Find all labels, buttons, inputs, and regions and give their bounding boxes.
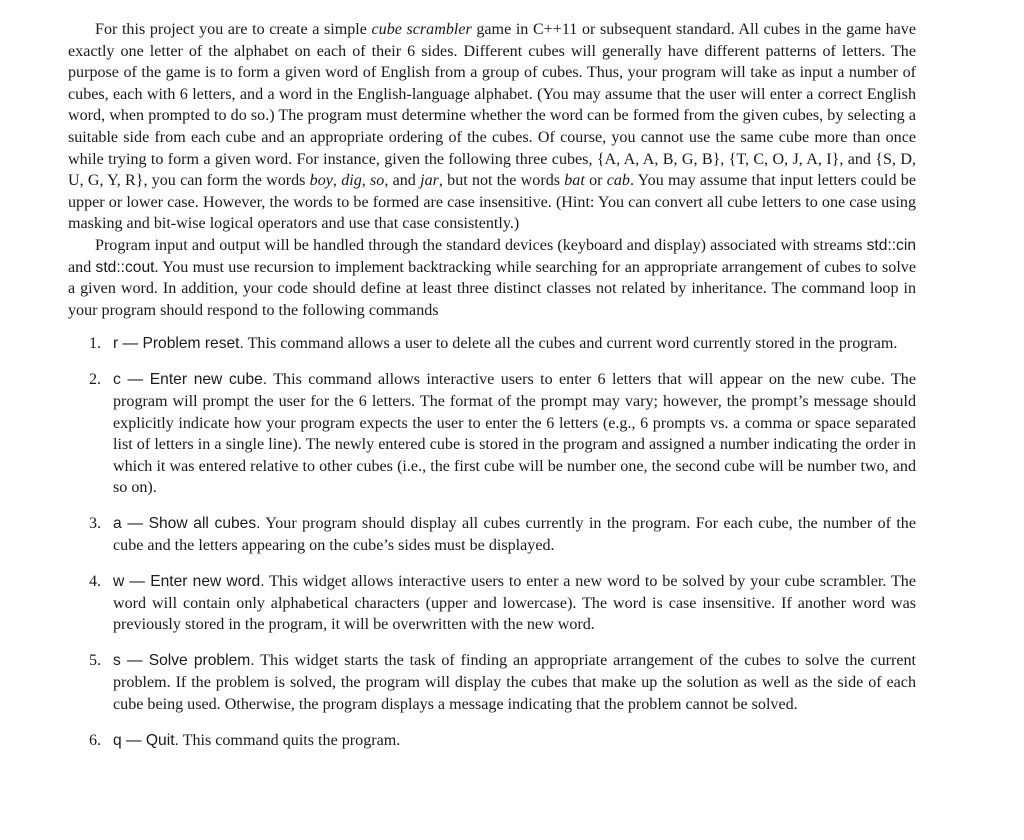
command-description: This widget allows interactive users to enter a new word to be solved by your cube scrambler. The word will contain only alphabetical characters (upper and lowercase). The word is case insensitive. If another word was previously stored in the program, it will be overwritten with the new word.: [113, 573, 916, 634]
item-number: 6.: [89, 731, 102, 749]
emphasis-term: cube scrambler: [371, 21, 472, 38]
example-word: bat: [564, 172, 585, 190]
command-item: [68, 730, 916, 752]
command-description: This widget starts the task of finding an appropriate arrangement of the cubes to solve the current problem. If the problem is solved, the program will display the cubes that make up the solution as well as the side of each cube being used. Otherwise, the program displays a message indicating that the problem cannot be solved.: [113, 652, 916, 713]
example-word: boy: [309, 172, 333, 190]
code-term: std::cin: [866, 236, 916, 254]
command-description: This command allows interactive users to enter 6 letters that will appear on the new cube. The program will prompt the user for the 6 letters. The format of the prompt may vary; however, the prompt’s message should explicitly indicate how your program expects the user to enter the 6 letters (e.g., 6 prompts vs. a comma or space separated list of letters in a single line). The newly entered cube is stored in the program and assigned a number indicating the order in which it was entered relative to other cubes (i.e., the first cube will be number one, the second cube will be number two, and so on).: [113, 371, 917, 497]
command-description: Your program should display all cubes currently in the program. For each cube, the number of the cube and the letters appearing on the cube’s sides must be displayed.: [113, 515, 916, 555]
command-description: This command allows a user to delete all the cubes and current word currently stored in the program.: [243, 335, 898, 353]
command-item: [68, 333, 916, 355]
code-term: std::cout: [95, 258, 155, 276]
example-word: cab: [606, 172, 630, 190]
io-paragraph: Program input and output will be handled through the standard devices (keyboard and display) associated with streams std::cin and std::cout. You must use recursion to implement backtracking while searching for an appropriate arrangement of cubes to solve a given word. In addition, your code should define at least three distinct classes not related by inheritance. The command loop in your program should respond to the following commands: [68, 236, 916, 319]
command-key: q — Quit.: [113, 731, 179, 749]
command-key: c — Enter new cube.: [113, 371, 268, 389]
example-word: so: [370, 172, 385, 190]
item-number: 1.: [89, 335, 102, 353]
command-list: [68, 333, 916, 751]
command-item: [68, 650, 916, 715]
intro-paragraph: For this project you are to create a simple cube scrambler game in C++11 or subsequent standard. All cubes in the game have exactly one letter of the alphabet on each of their 6 sides. Different cubes will generally have different patterns of letters. The purpose of the game is to form a given word of English from a group of cubes. Thus, your program will take as input a number of cubes, each with 6 letters, and a word in the English-language alphabet. (You may assume that the user will enter a correct English word, when prompted to do so.) The program must determine whether the word can be formed from the given cubes, by selecting a suitable side from each cube and an appropriate ordering of the cubes. Of course, you cannot use the same cube more than once while trying to form a given word. For instance, given the following three cubes, {A, A, A, B, G, B}, {T, C, O, J, A, I}, and {S, D, U, G, Y, R}, you can form the words boy, dig, so, and jar, but not the words bat or cab. You may assume that input letters could be upper or lower case. However, the words to be formed are case insensitive. (Hint: You can convert all cube letters to one case using masking and bit-wise logical operators and use that case consistently.): [68, 21, 916, 233]
item-number: 4.: [89, 573, 102, 591]
item-number: 2.: [89, 371, 102, 389]
command-item: [68, 369, 916, 499]
command-key: r — Problem reset.: [113, 335, 244, 353]
command-key: w — Enter new word.: [113, 573, 265, 591]
command-item: [68, 513, 916, 556]
command-key: a — Show all cubes.: [113, 515, 261, 533]
command-key: s — Solve problem.: [113, 652, 255, 670]
item-number: 5.: [89, 652, 102, 670]
example-word: dig: [341, 172, 362, 190]
command-item: [68, 571, 916, 636]
command-description: This command quits the program.: [178, 731, 401, 749]
example-word: jar: [420, 172, 439, 190]
item-number: 3.: [89, 515, 102, 533]
